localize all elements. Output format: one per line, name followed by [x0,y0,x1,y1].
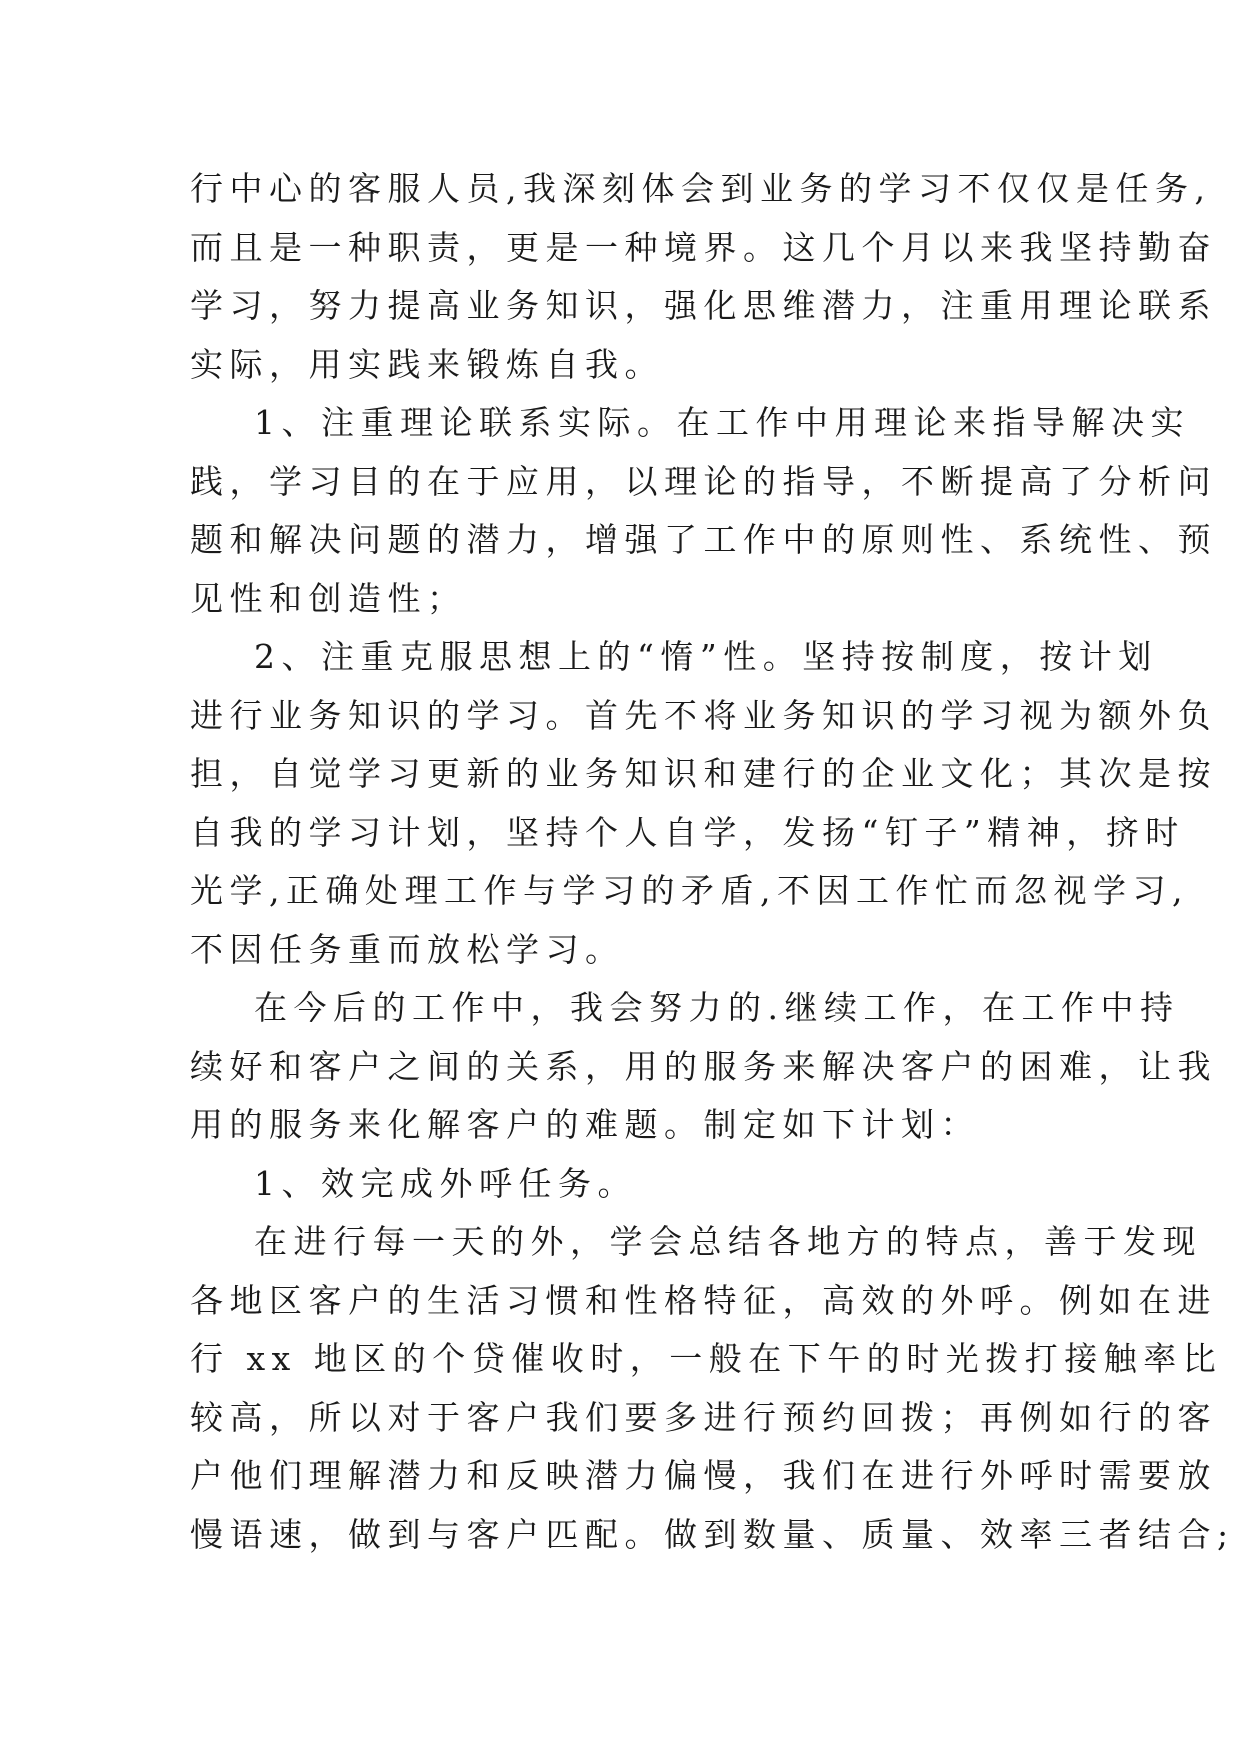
text-line: 不因任务重而放松学习。 [190,929,625,969]
text-line: 续好和客户之间的关系，用的服务来解决客户的困难，让我 [190,1046,1217,1086]
text-line: 2、注重克服思想上的“惰”性。坚持按制度，按计划 [254,637,1158,676]
text-line: 在今后的工作中，我会努力的.继续工作，在工作中持 [254,988,1180,1027]
text-line: 较高，所以对于客户我们要多进行预约回拨；再例如行的客 [190,1397,1217,1437]
text-line: 慢语速，做到与客户匹配。做到数量、质量、效率三者结合; [190,1514,1235,1554]
text-line: 见性和创造性； [190,578,467,618]
text-line: 进行业务知识的学习。首先不将业务知识的学习视为额外负 [190,695,1217,735]
text-line: 实际，用实践来锻炼自我。 [190,344,664,384]
text-line: 自我的学习计划，坚持个人自学，发扬“钉子”精神，挤时 [190,812,1185,852]
text-line: 行中心的客服人员,我深刻体会到业务的学习不仅仅是任务, [190,169,1212,208]
text-line: 而且是一种职责，更是一种境界。这几个月以来我坚持勤奋 [190,227,1217,267]
document-body [190,160,1235,1564]
text-line: 用的服务来化解客户的难题。制定如下计划： [190,1105,980,1144]
text-line: 光学,正确处理工作与学习的矛盾,不因工作忙而忽视学习, [190,871,1189,910]
text-line: 1、效完成外呼任务。 [254,1163,637,1203]
text-line: 题和解决问题的潜力，增强了工作中的原则性、系统性、预 [190,520,1217,559]
text-line: 学习，努力提高业务知识，强化思维潜力，注重用理论联系 [190,286,1217,325]
text-line: 户他们理解潜力和反映潜力偏慢，我们在进行外呼时需要放 [190,1456,1217,1495]
text-line: 1、注重理论联系实际。在工作中用理论来指导解决实 [254,403,1190,442]
text-line: 担，自觉学习更新的业务知识和建行的企业文化；其次是按 [190,754,1217,793]
text-line: 行 xx 地区的个贷催收时，一般在下午的时光拨打接触率比 [190,1339,1223,1378]
text-line: 践，学习目的在于应用，以理论的指导，不断提高了分析问 [190,461,1217,501]
text-line: 在进行每一天的外，学会总结各地方的特点，善于发现 [254,1222,1202,1261]
text-line: 各地区客户的生活习惯和性格特征，高效的外呼。例如在进 [190,1280,1217,1320]
